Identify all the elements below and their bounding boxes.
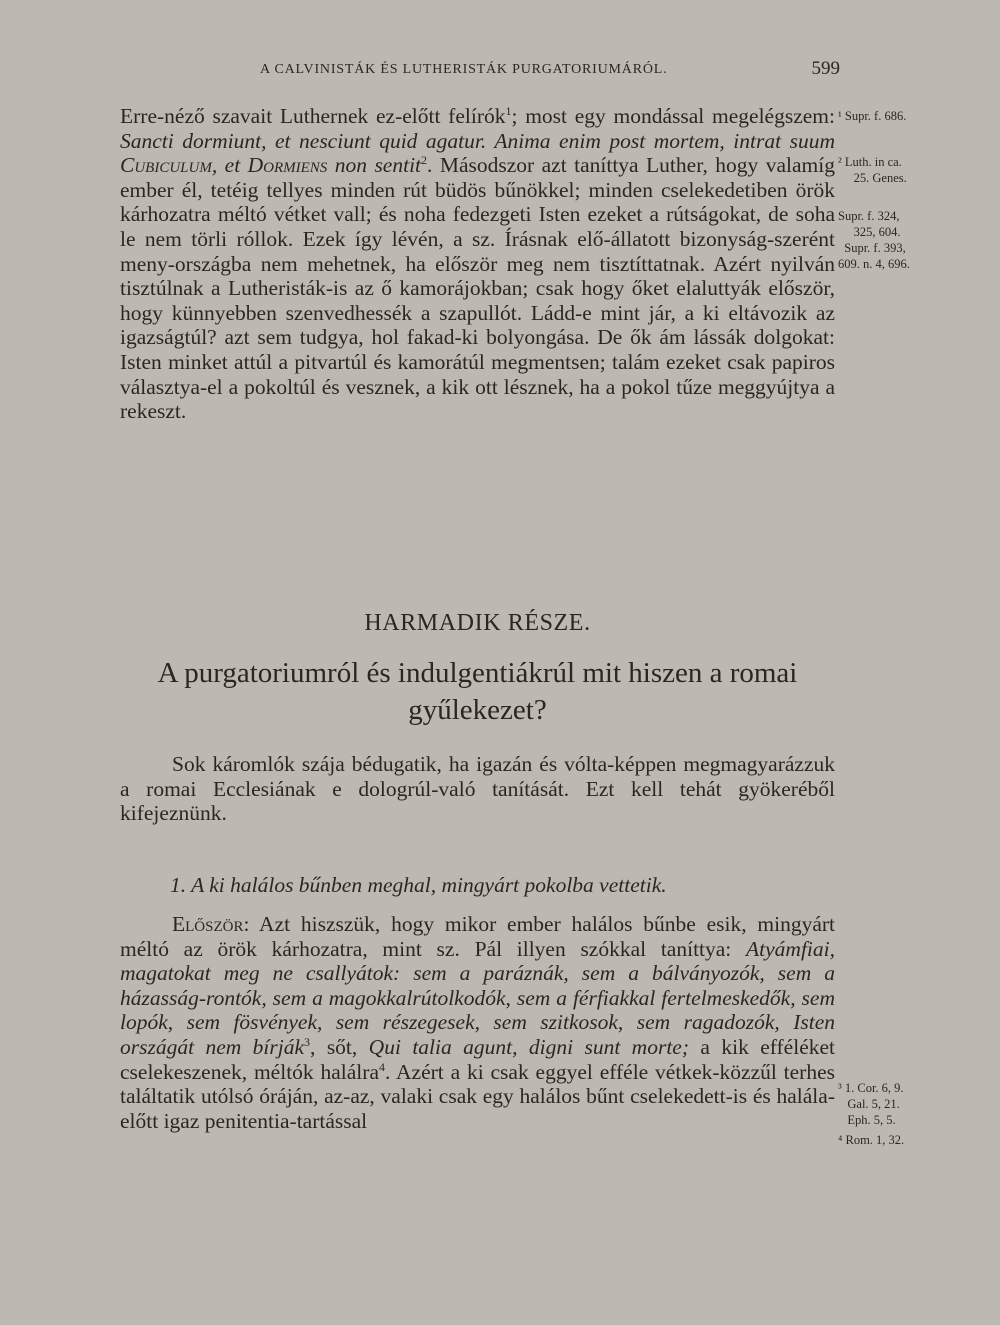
footnote-marker: 3 <box>304 1034 311 1049</box>
lead-word: Először <box>172 912 244 936</box>
text-run: . Azért a ki csak eggyel efféle vétkek-közzűl terhes találtatik utólsó óráján, az-az, valaki csak egy halálos bűnt cselekedett-is és halála-előtt igaz penitentia-tartással <box>120 1059 835 1133</box>
footnote-marker: 1 <box>505 103 512 118</box>
footnote-marker: 4 <box>379 1059 385 1074</box>
margin-note: ⁴ Rom. 1, 32. <box>838 1133 905 1147</box>
part-title: HARMADIK RÉSZE. <box>364 610 591 636</box>
page-header <box>120 58 840 84</box>
margin-note: 25. Genes. <box>838 171 907 185</box>
latin-quote-smallcaps: Cubiculum <box>120 153 212 178</box>
intro-text-block <box>120 104 835 424</box>
page-number: 599 <box>811 58 840 79</box>
section-intro-block <box>120 752 835 826</box>
body-paragraph <box>120 912 835 1133</box>
margin-note: ² Luth. in ca. <box>838 155 902 169</box>
intro-paragraph <box>120 104 835 424</box>
text-run: Erre-néző szavait Luthernek ez-előtt felírók <box>120 104 506 128</box>
margin-note: ³ 1. Cor. 6, 9. <box>838 1081 904 1095</box>
margin-notes-top <box>838 108 963 272</box>
margin-note: Eph. 5, 5. <box>838 1113 896 1127</box>
text-run: : Azt hiszszük, hogy mikor ember halálos bűnbe esik, mingyárt méltó az örök kárhozatra, mint sz. Pál illyen szókkal taníttya: <box>120 912 835 961</box>
footnote-marker: 2 <box>421 153 428 168</box>
text-run: . Másodszor azt taníttya Luther, hogy valamíg ember él, tetéig tellyes minden rút büdös bűnökkel; minden cselekedetiben örök kárhozatra méltó vétket vall; és noha fedezgeti Isten ezeket a rútságokat, de soha le nem törli róllok. Ezek így lévén, a sz. Írásnak elő-állatott bizonyság-szerént meny-országba nem mehetnek, ha először meg nem tisztíttatnak. Azért nyilván tisztúlnak a Lutheristák-is az ő kamorájokban; csak hogy őket elaluttyák először, hogy künnyebben szenvedhessék a szapullót. Ládd-e mint jár, a ki eltávozik az igazságtúl? azt sem tudgya, hol fakad-ki bolyongása. De ők ám lássák dolgokat: Isten minket attúl a pitvartúl és kamorátúl megmentsen; talám ezeket csak papiros választya-el a pokoltúl és vesznek, a kik ott lésznek, ha a pokol tűze meggyújtya a rekeszt. <box>120 153 835 424</box>
margin-note: 609. n. 4, 696. <box>838 257 910 271</box>
latin-quote-smallcaps: Dormiens <box>247 153 328 178</box>
margin-note: Supr. f. 393, <box>838 241 906 255</box>
latin-quote: , et <box>211 153 248 178</box>
body-text-block <box>120 912 835 1133</box>
latin-quote: Qui talia agunt, digni sunt morte; <box>368 1034 690 1059</box>
margin-note: 325, 604. <box>838 225 901 239</box>
margin-notes-bottom <box>838 1080 963 1148</box>
latin-quote: non sentit <box>327 153 422 178</box>
section-intro-paragraph: Sok káromlók szája bédugatik, ha igazán és vólta-képpen megmagyarázzuk a romai Ecclesiának e dologrúl-való tanítását. Ezt kell tehát gyökeréből kifejeznünk. <box>120 752 835 826</box>
section-question-heading: A purgatoriumról és indulgentiákrúl mit hiszen a romai gyűlekezet? <box>157 657 798 726</box>
chapter-subheading: 1. A ki halálos bűnben meghal, mingyárt pokolba vettetik. <box>170 873 667 897</box>
latin-quote: Sancti dormiunt, et nesciunt quid agatur. Anima enim post mortem, intrat suum <box>120 128 835 153</box>
text-run: ; most egy mondással megelégszem: <box>511 104 835 128</box>
scripture-quote: Atyámfiai, magatokat meg ne csallyátok: sem a paráznák, sem a bálványozók, sem a házasság-rontók, sem a magokkalrútolkodók, sem a férfiakkal fertelmeskedők, sem lopók, sem fösvények, sem részegesek, sem szitkosok, sem ragadozók, Isten országát nem bírják <box>120 936 835 1059</box>
margin-note: Supr. f. 324, <box>838 209 900 223</box>
text-run: a kik efféléket cselekeszenek, méltók halálra <box>120 1034 836 1084</box>
text-run: , sőt, <box>310 1034 369 1059</box>
running-title: A CALVINISTÁK ÉS LUTHERISTÁK PURGATORIUMÁRÓL. <box>260 62 668 77</box>
margin-note: Gal. 5, 21. <box>838 1097 900 1111</box>
margin-note: ¹ Supr. f. 686. <box>838 109 907 123</box>
